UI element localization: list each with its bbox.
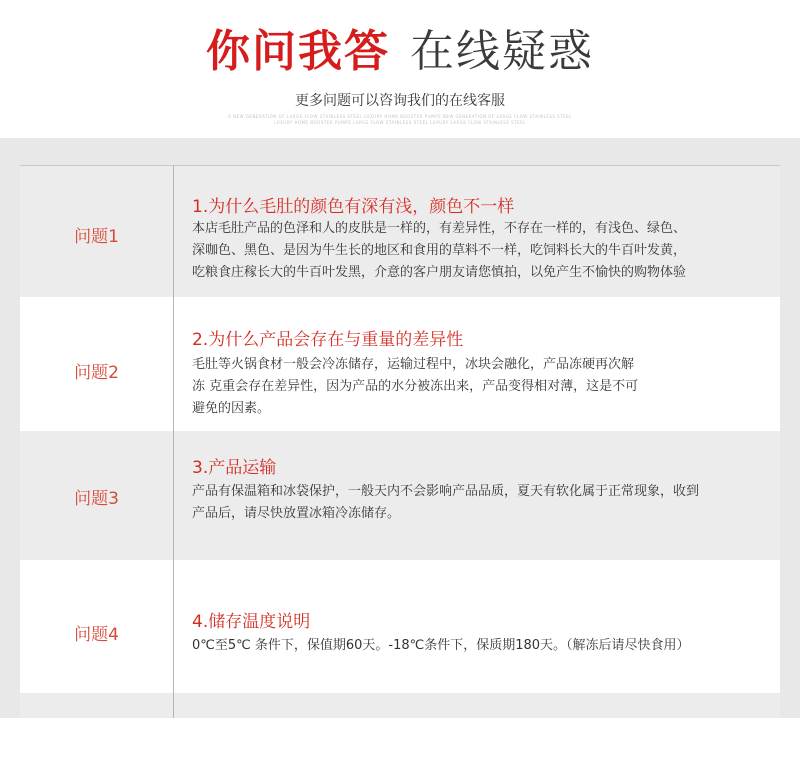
question-answer: [192, 481, 767, 525]
answer-line: 冻 克重会存在差异性，因为产品的水分被冻出来，产品变得相对薄，这是不可: [192, 379, 639, 394]
answer-line: 吃粮食庄稼长大的牛百叶发黑，介意的客户朋友请您慎拍，以免产生不愉快的购物体验: [192, 265, 687, 280]
answer-line: 0℃至5℃ 条件下，保值期60天。-18℃条件下，保质期180天。（解冻后请尽快食用）: [192, 638, 690, 653]
question-title: 3.产品运输: [192, 458, 277, 478]
tagline-line-2: LUXURY HOME BOOSTER PUMPS LARGE FLOW STAINLESS STEEL LUXURY LARGE FLOW STAINLESS STEEL: [274, 120, 526, 125]
question-title: 4.储存温度说明: [192, 612, 311, 632]
faq-item-1: [20, 166, 780, 297]
decorative-tagline: [0, 114, 800, 126]
answer-line: 产品后，请尽快放置冰箱冷冻储存。: [192, 506, 401, 521]
faq-panel: [0, 138, 800, 718]
page-subtitle: 更多问题可以咨询我们的在线客服: [295, 93, 505, 109]
column-divider: [173, 297, 174, 431]
faq-item-4: [20, 560, 780, 693]
tagline-line-1: A NEW GENERATION OF LARGE FLOW STAINLESS STEEL LUXURY HOME BOOSTER PUMPS NEW GENERATION OF LARGE FLOW STAINLESS STEEL: [228, 114, 572, 119]
question-answer: [192, 354, 767, 420]
question-title: 1.为什么毛肚的颜色有深有浅，颜色不一样: [192, 197, 515, 217]
answer-line: 毛肚等火锅食材一般会冷冻储存，运输过程中，冰块会融化，产品冻硬再次解: [192, 357, 635, 372]
column-divider: [173, 166, 174, 297]
question-label: 问题4: [74, 625, 119, 645]
column-divider: [173, 560, 174, 693]
answer-line: 产品有保温箱和冰袋保护，一般天内不会影响产品品质，夏天有软化属于正常现象，收到: [192, 484, 700, 499]
column-divider: [173, 431, 174, 560]
header: [0, 0, 800, 138]
faq-item-3: [20, 431, 780, 560]
question-label: 问题3: [74, 489, 119, 509]
question-answer: [192, 218, 767, 284]
title-highlight: 你问我答: [206, 26, 390, 77]
question-answer: [192, 635, 767, 657]
page-title: [0, 24, 800, 80]
column-divider: [173, 693, 174, 718]
question-label: 问题2: [74, 363, 119, 383]
answer-line: 深咖色、黑色、是因为牛生长的地区和食用的草料不一样，吃饲料长大的牛百叶发黄，: [192, 243, 687, 258]
question-label: 问题1: [74, 227, 119, 247]
question-title: 2.为什么产品会存在与重量的差异性: [192, 330, 464, 350]
answer-line: 避免的因素。: [192, 401, 271, 416]
title-secondary: 在线疑惑: [410, 26, 594, 77]
faq-item-2: [20, 297, 780, 431]
answer-line: 本店毛肚产品的色泽和人的皮肤是一样的，有差异性，不存在一样的，有浅色、绿色、: [192, 221, 687, 236]
faq-footer-strip: [20, 693, 780, 718]
